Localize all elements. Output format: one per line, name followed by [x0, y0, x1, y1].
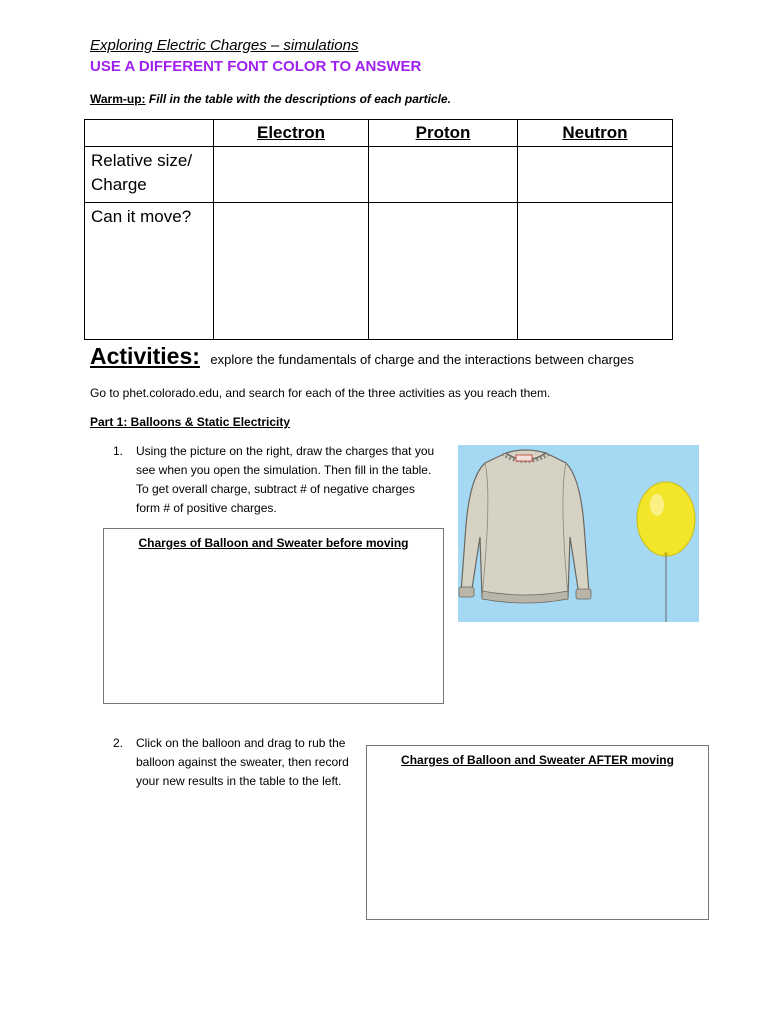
item-number: 1.: [113, 444, 124, 458]
table-row: [85, 203, 673, 340]
item-number: 2.: [113, 736, 124, 750]
activities-subtitle: explore the fundamentals of charge and the interactions between charges: [210, 352, 634, 367]
row-label-can-move: Can it move?: [85, 203, 214, 340]
charges-after-box[interactable]: [366, 745, 709, 920]
charges-before-title: Charges of Balloon and Sweater before moving: [138, 536, 409, 550]
electron-can-move-cell[interactable]: [214, 203, 369, 340]
worksheet-title: Exploring Electric Charges – simulations: [90, 37, 359, 54]
answer-instruction: USE A DIFFERENT FONT COLOR TO ANSWER: [90, 58, 422, 75]
warmup-line: [90, 92, 451, 106]
table-header-row: [85, 120, 673, 147]
warmup-label: Warm-up:: [90, 92, 146, 106]
proton-size-charge-cell[interactable]: [369, 147, 518, 203]
item-text: Using the picture on the right, draw the charges that you see when you open the simulation. Then fill in the table. To get overall charge, subtract # of negative charges form # of positive charges.: [136, 444, 435, 515]
goto-instruction: Go to phet.colorado.edu, and search for each of the three activities as you reach them.: [90, 386, 551, 400]
charges-before-box[interactable]: [103, 528, 444, 704]
row-label-size-charge: Relative size/ Charge: [85, 147, 214, 203]
item-text: Click on the balloon and drag to rub the balloon against the sweater, then record your new results in the table to the left.: [136, 736, 349, 788]
neutron-size-charge-cell[interactable]: [518, 147, 673, 203]
sweater-icon: [459, 450, 591, 603]
part1-title: Part 1: Balloons & Static Electricity: [90, 415, 291, 429]
column-header-neutron: Neutron: [518, 120, 673, 147]
activities-line: [90, 343, 634, 370]
activities-heading: Activities:: [90, 343, 200, 369]
electron-size-charge-cell[interactable]: [214, 147, 369, 203]
list-item: [113, 442, 433, 522]
sweater-balloon-illustration: [458, 445, 699, 622]
table-row: [85, 147, 673, 203]
particle-table: [84, 119, 673, 340]
list-item: [113, 734, 363, 814]
column-header-electron: Electron: [214, 120, 369, 147]
sweater-balloon-picture: [458, 445, 699, 622]
charges-after-title: Charges of Balloon and Sweater AFTER moving: [401, 753, 674, 767]
warmup-text: Fill in the table with the descriptions of each particle.: [148, 92, 451, 106]
balloon-icon: [637, 482, 695, 622]
proton-can-move-cell[interactable]: [369, 203, 518, 340]
column-header-proton: Proton: [369, 120, 518, 147]
neutron-can-move-cell[interactable]: [518, 203, 673, 340]
table-corner-cell: [85, 120, 214, 147]
